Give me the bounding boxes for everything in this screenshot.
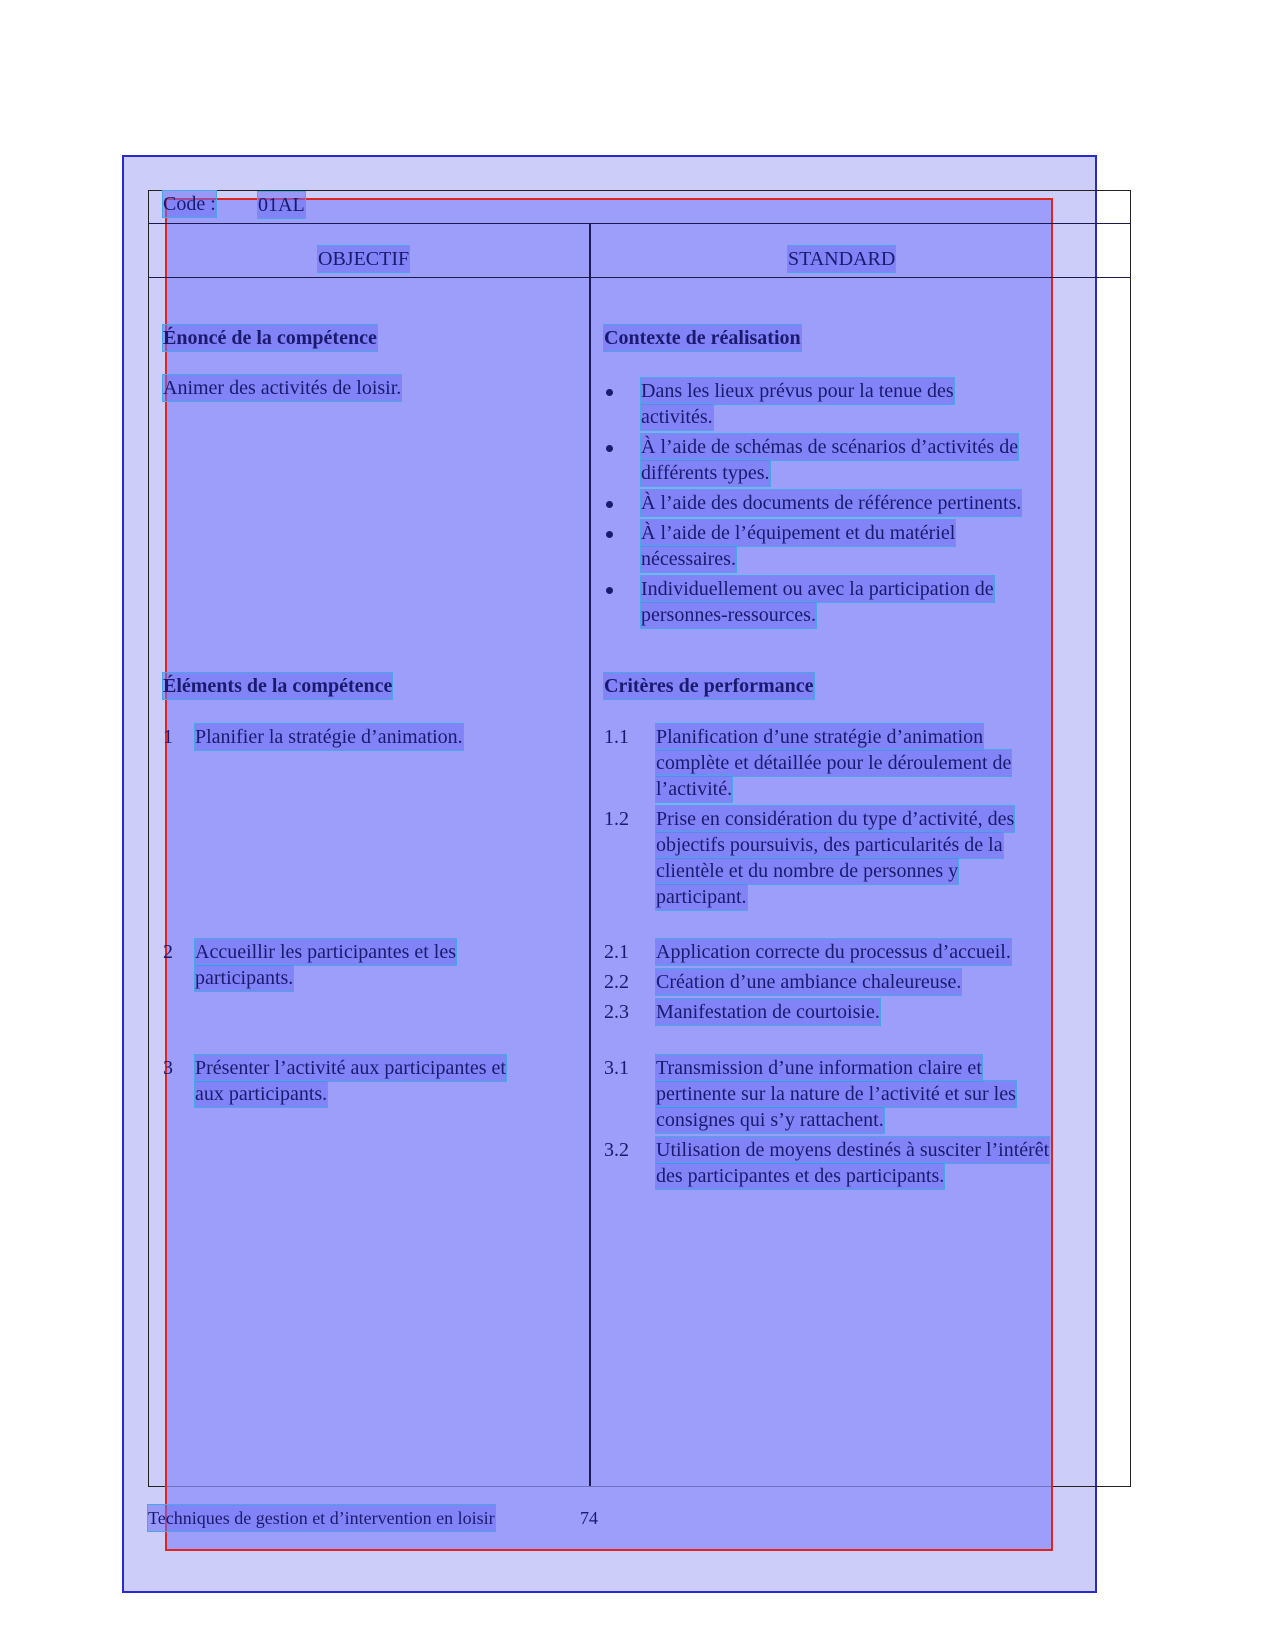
bullet-icon	[606, 587, 613, 594]
contexte-item-line: activités.	[641, 406, 713, 428]
critere-line: des participantes et des participants.	[656, 1165, 945, 1187]
contexte-item-line: À l’aide de l’équipement et du matériel	[641, 522, 956, 544]
critere-line: pertinente sur la nature de l’activité et sur les	[656, 1083, 1016, 1105]
critere-line: clientèle et du nombre de personnes y	[656, 860, 959, 882]
bullet-icon	[606, 501, 613, 508]
element-text-line: aux participants.	[195, 1083, 328, 1105]
critere-number: 2.3	[604, 1001, 629, 1023]
critere-number: 3.1	[604, 1057, 629, 1079]
critere-line: Planification d’une stratégie d’animation	[656, 726, 984, 748]
critere-line: consignes qui s’y rattachent.	[656, 1109, 884, 1131]
element-number: 1	[163, 726, 173, 748]
critere-number: 1.1	[604, 726, 629, 748]
elements-title: Éléments de la compétence	[163, 675, 393, 697]
element-text-line: participants.	[195, 967, 294, 989]
critere-number: 3.2	[604, 1139, 629, 1161]
column-divider	[589, 224, 591, 1486]
critere-line: complète et détaillée pour le déroulement de	[656, 752, 1012, 774]
footer-title: Techniques de gestion et d’intervention en loisir	[148, 1505, 495, 1531]
contexte-item-line: Dans les lieux prévus pour la tenue des	[641, 380, 954, 402]
contexte-item-line: À l’aide de schémas de scénarios d’activités de	[641, 436, 1019, 458]
critere-number: 2.1	[604, 941, 629, 963]
element-number: 2	[163, 941, 173, 963]
contexte-item-line: différents types.	[641, 462, 770, 484]
contexte-item-line: Individuellement ou avec la participation de	[641, 578, 994, 600]
contexte-item-line: personnes-ressources.	[641, 604, 816, 626]
enonce-text: Animer des activités de loisir.	[163, 377, 402, 399]
critere-line: Manifestation de courtoisie.	[656, 1001, 880, 1023]
rule-columns-bottom	[148, 277, 1131, 278]
critere-line: participant.	[656, 886, 747, 908]
criteres-title: Critères de performance	[604, 675, 814, 697]
critere-line: Application correcte du processus d’accueil.	[656, 941, 1011, 963]
critere-line: objectifs poursuivis, des particularités de la	[656, 834, 1003, 856]
critere-line: Prise en considération du type d’activité, des	[656, 808, 1015, 830]
contexte-title: Contexte de réalisation	[604, 327, 801, 349]
code-value: 01AL	[258, 194, 305, 216]
critere-line: l’activité.	[656, 778, 733, 800]
code-label: Code :	[163, 193, 216, 215]
element-text-line: Accueillir les participantes et les	[195, 941, 457, 963]
column-header-standard: STANDARD	[788, 248, 896, 270]
critere-number: 1.2	[604, 808, 629, 830]
footer-page-number: 74	[580, 1508, 598, 1528]
enonce-title: Énoncé de la compétence	[163, 327, 377, 349]
bullet-icon	[606, 389, 613, 396]
contexte-item-line: À l’aide des documents de référence pertinents.	[641, 492, 1022, 514]
element-text-line: Présenter l’activité aux participantes et	[195, 1057, 506, 1079]
critere-line: Utilisation de moyens destinés à susciter l’intérêt	[656, 1139, 1050, 1161]
critere-line: Transmission d’une information claire et	[656, 1057, 982, 1079]
critere-number: 2.2	[604, 971, 629, 993]
contexte-item-line: nécessaires.	[641, 548, 736, 570]
bullet-icon	[606, 531, 613, 538]
rule-header-bottom	[148, 223, 1131, 224]
element-text-line: Planifier la stratégie d’animation.	[195, 726, 463, 748]
critere-line: Création d’une ambiance chaleureuse.	[656, 971, 962, 993]
element-number: 3	[163, 1057, 173, 1079]
bullet-icon	[606, 445, 613, 452]
column-header-objectif: OBJECTIF	[318, 248, 410, 270]
